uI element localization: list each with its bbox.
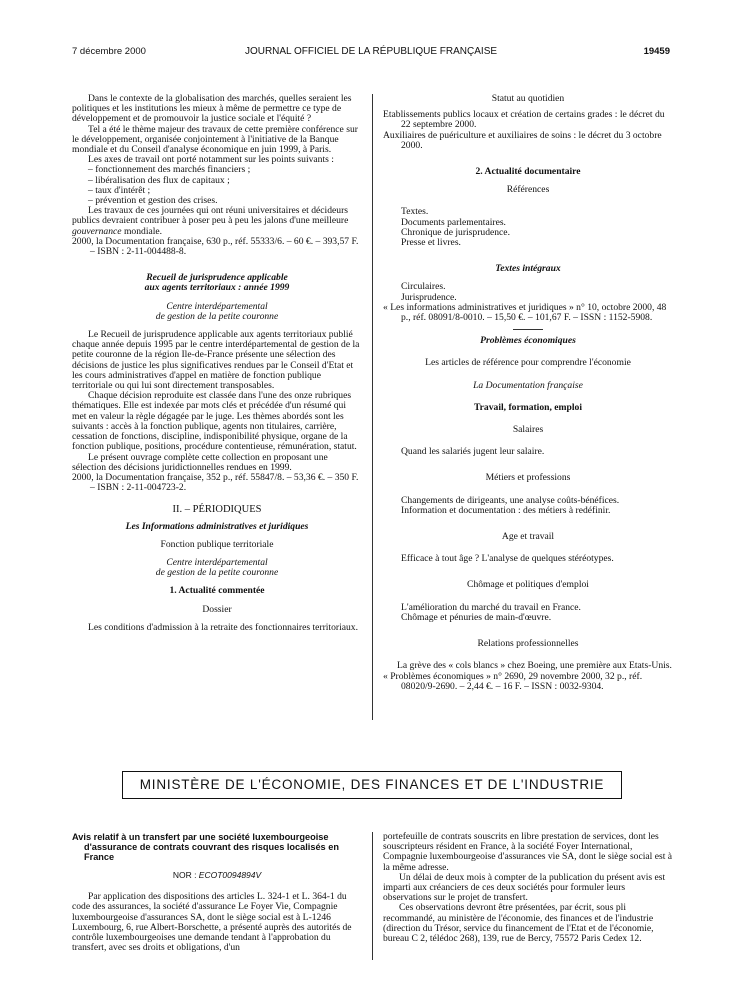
- subheading: Age et travail: [501, 531, 555, 543]
- list-item: Presse et livres.: [401, 237, 461, 249]
- paragraph: L'amélioration du marché du travail en France.: [401, 601, 581, 613]
- header-page-number: 19459: [643, 46, 670, 57]
- subheading: Fonction publique territoriale: [160, 538, 274, 550]
- paragraph: Efficace à tout âge ? L'analyse de quelques stéréotypes.: [401, 553, 614, 565]
- paragraph: Par application des dispositions des articles L. 324-1 et L. 364-1 du code des assurances, la société d'assurance Le Foyer Vie, Compagnie luxembourgeoise d'assurances SA, dont le siège social est à L-1246 Luxembourg, 6, rue Albert-Borschette, a présenté auprès des autorités de contrôle luxembourgeoises une demande tendant à l'approbation du transfert, avec ses droits et obligations, d'un: [72, 891, 352, 954]
- subheading: Chômage et politiques d'emploi: [467, 579, 589, 591]
- paragraph: portefeuille de contrats souscrits en libre prestation de services, dont les souscripteurs résident en France, à la société Foyer International, Compagnie luxembourgeoise d'assurances vie SA, dont le siège social est à la même adresse.: [383, 831, 673, 873]
- paragraph: Les conditions d'admission à la retraite des fonctionnaires territoriaux.: [88, 621, 359, 633]
- list-item: – libéralisation des flux de capitaux ;: [88, 174, 230, 186]
- subheading: Métiers et professions: [485, 472, 571, 484]
- section-heading: II. – PÉRIODIQUES: [172, 504, 262, 516]
- paragraph: Le présent ouvrage complète cette collection en proposant une sélection des décisions juridictionnelles rendues en 1999.: [72, 451, 328, 473]
- right-column: [383, 94, 673, 692]
- list-item: – taux d'intérêt ;: [88, 184, 151, 196]
- subheading: Références: [506, 184, 550, 196]
- author: Centre interdépartemental: [166, 556, 268, 568]
- column-divider: [372, 832, 373, 960]
- subheading: Dossier: [202, 603, 232, 615]
- periodical-title: Les Informations administratives et juridiques: [125, 520, 309, 532]
- ministry-banner: MINISTÈRE DE L'ÉCONOMIE, DES FINANCES ET DE L'INDUSTRIE: [122, 771, 622, 799]
- book-title: aux agents territoriaux : année 1999: [144, 282, 290, 294]
- avis-title: Avis relatif à un transfert par une société luxembourgeoise d'assurance de contrats couvrant des risques localisés en France: [72, 832, 339, 862]
- list-item: Jurisprudence.: [401, 291, 457, 303]
- paragraph: Chaque décision reproduite est classée dans l'une des onze rubriques thématiques. Elle est indexée par mots clés et précédée d'un résumé qui met en valeur la règle dégagée par le juge. Les thèmes abordés sont les suivants : accès à la fonction publique, agents non titulaires, carrière, cessation de fonctions, discipline, indisponibilité physique, organe de la fonction publique, positions, procédure contentieuse, rémunération, statut.: [72, 390, 357, 453]
- column-divider: [372, 94, 373, 720]
- avis-left-column: [72, 832, 362, 953]
- page-header: [72, 46, 670, 60]
- paragraph: Les axes de travail ont porté notamment sur les points suivants :: [88, 154, 334, 166]
- left-column: [72, 94, 362, 633]
- publisher: La Documentation française: [473, 379, 583, 391]
- paragraph: Etablissements publics locaux et création de certains grades : le décret du 22 septembre 2000.: [383, 109, 665, 131]
- paragraph: Tel a été le thème majeur des travaux de cette première conférence sur le développement, organisée conjointement à l'initiative de la Banque mondiale et du Conseil d'analyse économique en juin 1999, à Paris.: [72, 123, 358, 156]
- paragraph: Quand les salariés jugent leur salaire.: [401, 446, 545, 458]
- bibliographic-reference: « Les informations administratives et juridiques » n° 10, octobre 2000, 48 p., réf. 08091/8-0010. – 15,50 €. – 101,67 F. – ISSN : 1152-5908.: [383, 301, 667, 324]
- subheading: Les articles de référence pour comprendre l'économie: [425, 357, 631, 369]
- paragraph: Changements de dirigeants, une analyse coûts-bénéfices.: [401, 494, 620, 506]
- subheading: Relations professionnelles: [477, 638, 579, 650]
- list-item: Circulaires.: [401, 281, 446, 293]
- bibliographic-reference: 2000, la Documentation française, 630 p., réf. 55333/6. – 60 €. – 393,57 F. – ISBN : 2-11-004488-8.: [72, 235, 359, 258]
- list-item: Documents parlementaires.: [401, 216, 506, 228]
- paragraph: Information et documentation : des métiers à redéfinir.: [401, 504, 611, 516]
- periodical-title: Problèmes économiques: [480, 335, 576, 347]
- list-item: Chronique de jurisprudence.: [401, 226, 510, 238]
- nor-code: ECOT0094894V: [198, 870, 262, 880]
- text-span: mondiale.: [121, 225, 163, 237]
- author: Centre interdépartemental: [166, 300, 268, 312]
- paragraph: Le Recueil de jurisprudence applicable aux agents territoriaux publié chaque année depuis 1995 par le centre interdépartemental de gestion de la petite couronne de la région Ile-de-France présente une sélection des décisions de justice les plus significatives rendues par le Conseil d'Etat et les cours administratives d'appel en matière de fonction publique territoriale ou qui lui sont directement transposables.: [72, 329, 360, 392]
- author: de gestion de la petite couronne: [155, 567, 279, 579]
- subheading: Statut au quotidien: [491, 93, 565, 104]
- header-date: 7 décembre 2000: [72, 46, 146, 57]
- book-title: Recueil de jurisprudence applicable: [146, 272, 288, 284]
- paragraph: [72, 206, 362, 237]
- paragraph: Auxiliaires de puériculture et auxiliaires de soins : le décret du 3 octobre 2000.: [383, 129, 662, 151]
- paragraph: La grève des « cols blancs » chez Boeing, une première aux Etats-Unis.: [397, 660, 672, 672]
- list-item: Textes.: [401, 206, 429, 218]
- paragraph: Dans le contexte de la globalisation des marchés, quelles seraient les politiques et les institutions les mieux à même de permettre ce type de développement et de promouvoir la justice sociale et l'équité ?: [72, 93, 352, 125]
- subheading: 1. Actualité commentée: [169, 585, 265, 597]
- subheading: Salaires: [512, 424, 544, 436]
- nor-reference: [72, 870, 362, 880]
- text-span: Les travaux de ces journées qui ont réuni universitaires et décideurs publics devraient contribuer à poser peu à peu les jalons d'une meilleure: [72, 205, 349, 227]
- subheading: Textes intégraux: [495, 263, 561, 275]
- subheading: 2. Actualité documentaire: [475, 166, 581, 178]
- text-span: gouvernance: [72, 225, 122, 237]
- bibliographic-reference: 2000, la Documentation française, 352 p., réf. 55847/8. – 53,36 €. – 350 F. – ISBN : 2-11-004723-2.: [72, 471, 359, 494]
- nor-label: NOR :: [172, 870, 199, 880]
- list-item: – prévention et gestion des crises.: [88, 195, 218, 207]
- separator: [513, 329, 543, 330]
- avis-right-column: [383, 832, 673, 944]
- header-journal-title: JOURNAL OFFICIEL DE LA RÉPUBLIQUE FRANÇAISE: [244, 46, 498, 57]
- author: de gestion de la petite couronne: [155, 310, 279, 322]
- subheading: Travail, formation, emploi: [473, 401, 582, 413]
- list-item: – fonctionnement des marchés financiers ;: [88, 164, 251, 176]
- paragraph: Un délai de deux mois à compter de la publication du présent avis est imparti aux créanciers de ces deux sociétés pour formuler leurs observations sur le projet de transfert.: [383, 871, 666, 904]
- bibliographic-reference: « Problèmes économiques » n° 2690, 29 novembre 2000, 32 p., réf. 08020/9-2690. – 2,44 €. – 16 F. – ISSN : 0032-9304.: [383, 670, 643, 692]
- paragraph: Chômage et pénuries de main-d'œuvre.: [401, 611, 552, 623]
- paragraph: Ces observations devront être présentées, par écrit, sous pli recommandé, au ministère de l'économie, des finances et de l'industrie (direction du Trésor, service du financement de l'Etat et de l'économie, bureau C 2, télédoc 268), 139, rue de Bercy, 75572 Paris Cedex 12.: [383, 902, 654, 945]
